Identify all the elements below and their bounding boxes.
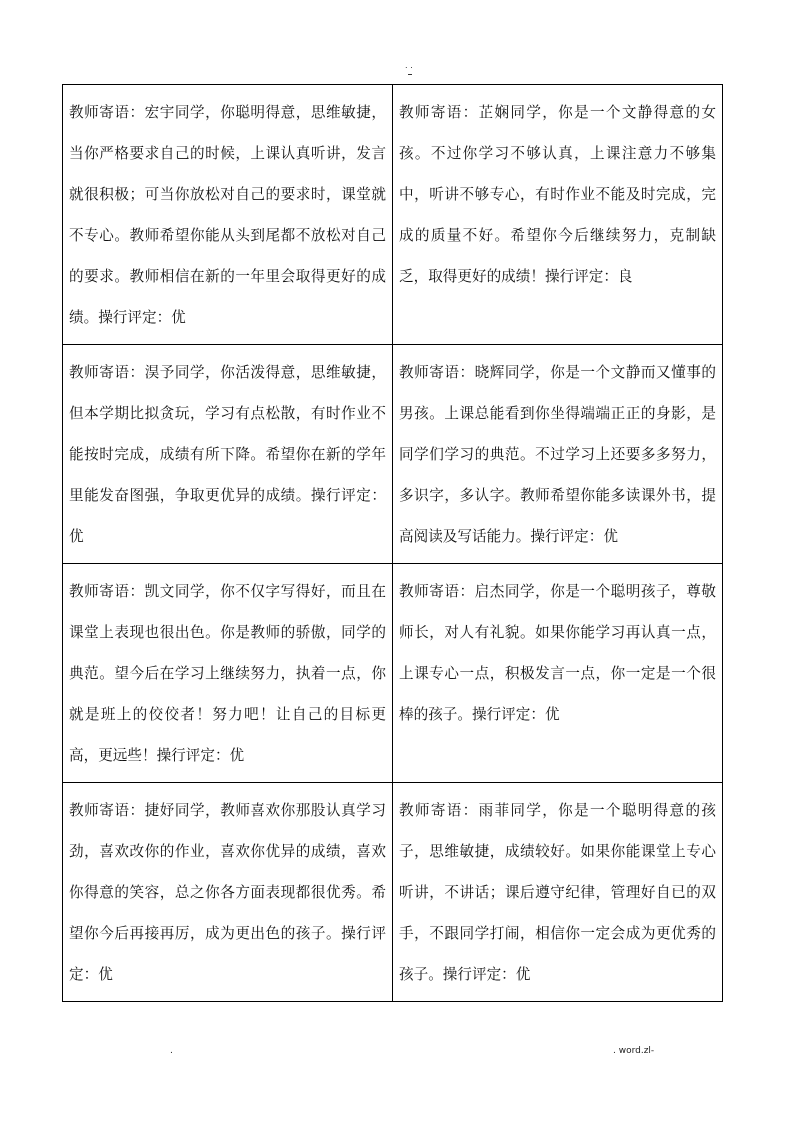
comment-cell: 教师寄语：捷妤同学，教师喜欢你那股认真学习劲，喜欢改你的作业，喜欢你优异的成绩，喜欢你得意的笑容，总之你各方面表现都很优秀。希望你今后再接再厉，成为更出色的孩子。操行评定：优 [63, 783, 393, 1002]
comment-cell: 教师寄语：芷娴同学，你是一个文静得意的女孩。不过你学习不够认真，上课注意力不够集中，听讲不够专心，有时作业不能及时完成，完成的质量不好。希望你今后继续努力，克制缺乏，取得更好的成绩！操行评定：良 [393, 85, 723, 345]
comment-cell: 教师寄语：凯文同学，你不仅字写得好，而且在课堂上表现也很出色。你是教师的骄傲，同学的典范。望今后在学习上继续努力，执着一点，你就是班上的佼佼者！努力吧！让自己的目标更高，更远些！操行评定：优 [63, 564, 393, 783]
header-rule [408, 74, 412, 75]
table-row [63, 564, 723, 783]
teacher-comments-table [62, 84, 723, 1002]
comment-cell: 教师寄语：宏宇同学，你聪明得意，思维敏捷，当你严格要求自己的时候，上课认真听讲，发言就很积极；可当你放松对自己的要求时，课堂就不专心。教师希望你能从头到尾都不放松对自己的要求。教师相信在新的一年里会取得更好的成绩。操行评定：优 [63, 85, 393, 345]
footer-source-text: . word.zl- [613, 1046, 655, 1056]
header-mark: . . [405, 61, 413, 70]
table-row [63, 345, 723, 564]
comment-cell: 教师寄语：淏予同学，你活泼得意，思维敏捷，但本学期比拟贪玩，学习有点松散，有时作业不能按时完成，成绩有所下降。希望你在新的学年里能发奋图强，争取更优异的成绩。操行评定：优 [63, 345, 393, 564]
footer-left-mark: . [170, 1046, 173, 1056]
table-row [63, 783, 723, 1002]
comment-cell: 教师寄语：晓辉同学，你是一个文静而又懂事的男孩。上课总能看到你坐得端端正正的身影，是同学们学习的典范。不过学习上还要多多努力，多识字，多认字。教师希望你能多读课外书，提高阅读及写话能力。操行评定：优 [393, 345, 723, 564]
comment-cell: 教师寄语：雨菲同学，你是一个聪明得意的孩子，思维敏捷，成绩较好。如果你能课堂上专心听讲，不讲话；课后遵守纪律，管理好自已的双手，不跟同学打闹，相信你一定会成为更优秀的孩子。操行评定：优 [393, 783, 723, 1002]
table-row [63, 85, 723, 345]
comment-cell: 教师寄语：启杰同学，你是一个聪明孩子，尊敬师长，对人有礼貌。如果你能学习再认真一点，上课专心一点，积极发言一点，你一定是一个很棒的孩子。操行评定：优 [393, 564, 723, 783]
